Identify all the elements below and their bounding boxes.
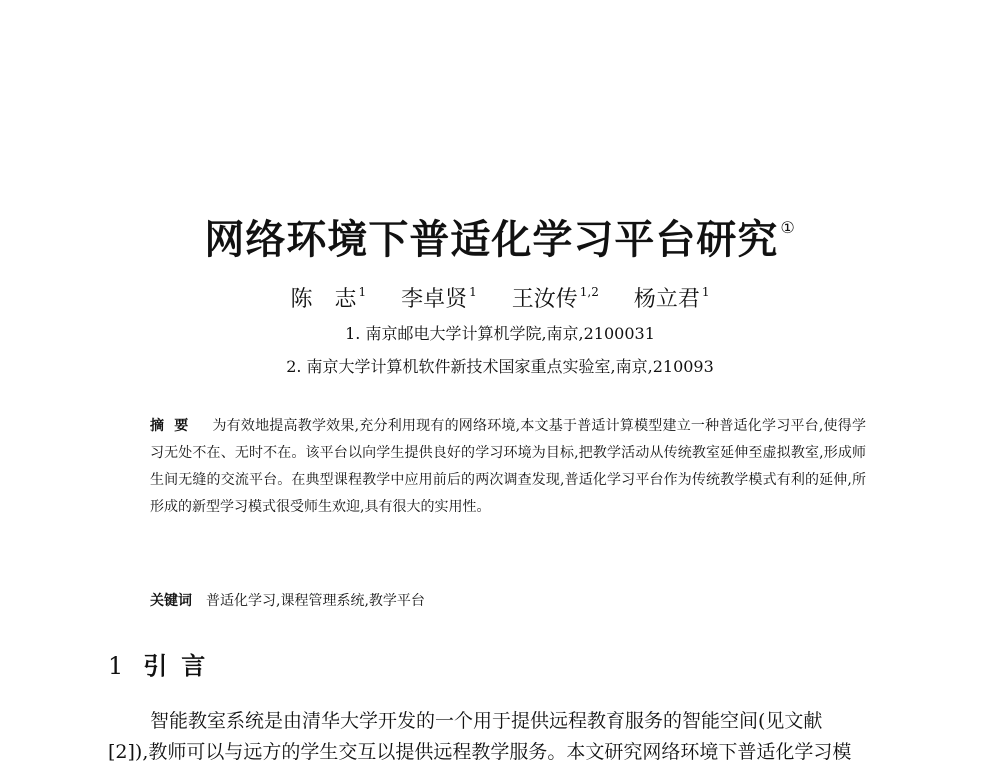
author-name: 陈 志 [290, 287, 357, 312]
author-name: 杨立君 [633, 287, 700, 312]
affiliation-2: 2. 南京大学计算机软件新技术国家重点实验室,南京,210093 [286, 357, 714, 376]
title-text: 网络环境下普适化学习平台研究 [204, 217, 779, 263]
body-text-line: [2]),教师可以与远方的学生交互以提供远程教学服务。本文研究网络环境下普适化学习模 [108, 741, 852, 763]
author [634, 287, 710, 312]
section-title: 引言 [143, 652, 220, 680]
author [290, 287, 366, 312]
body-text-line: 智能教室系统是由清华大学开发的一个用于提供远程教育服务的智能空间(见文献 [150, 710, 823, 732]
affiliation-1: 1. 南京邮电大学计算机学院,南京,2100031 [345, 324, 655, 343]
abstract [150, 413, 866, 521]
title-footnote-mark: ① [780, 218, 796, 237]
abstract-text: 为有效地提高教学效果,充分利用现有的网络环境,本文基于普适计算模型建立一种普适化学习平台,使得学习无处不在、无时不在。该平台以向学生提供良好的学习环境为目标,把教学活动从传统教室延伸至虚拟教室,形成师生间无缝的交流平台。在典型课程教学中应用前后的两次调查发现,普适化学习平台作为传统教学模式有利的延伸,所形成的新型学习模式很受师生欢迎,具有很大的实用性。 [150, 418, 866, 515]
author-name: 李卓贤 [401, 287, 468, 312]
section-heading [108, 646, 219, 681]
author [401, 287, 477, 312]
author-affiliation-mark: 1 [358, 285, 367, 299]
section-number: 1 [108, 652, 124, 680]
abstract-label: 摘要 [150, 418, 199, 434]
author-list [0, 282, 1000, 313]
keywords-text: 普适化学习,课程管理系统,教学平台 [206, 593, 425, 609]
author [512, 287, 599, 312]
paper-title [0, 208, 1000, 265]
author-affiliation-mark: 1 [469, 285, 477, 299]
author-affiliation-mark: 1 [701, 285, 710, 299]
keywords [150, 590, 425, 610]
author-name: 王汝传 [511, 287, 578, 312]
author-affiliation-mark: 1,2 [579, 285, 599, 299]
keywords-label: 关键词 [150, 593, 192, 609]
